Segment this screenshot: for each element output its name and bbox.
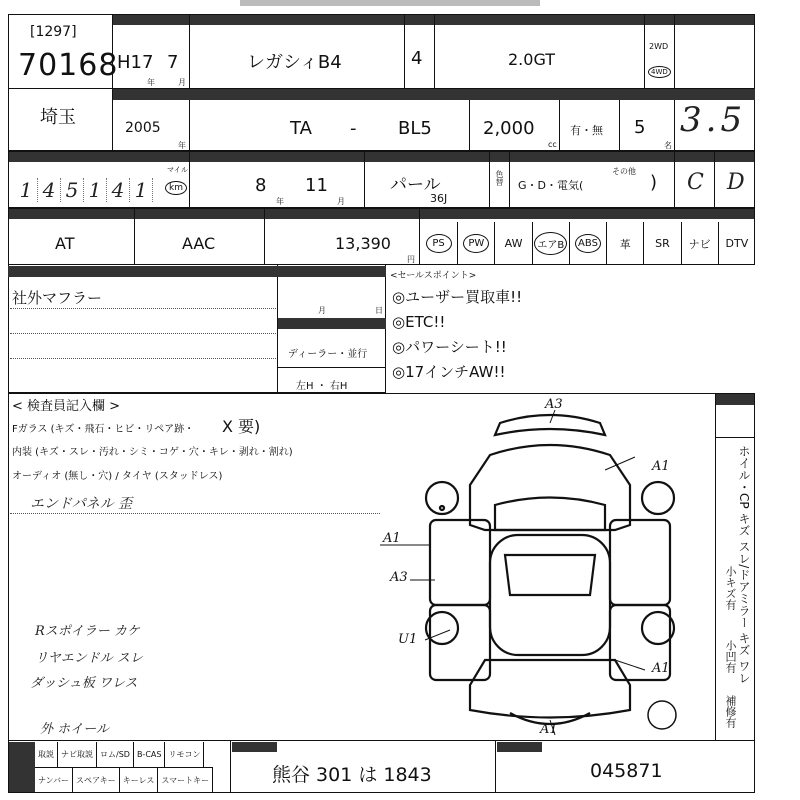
capacity: 5 [634, 117, 646, 138]
equipment-item [569, 222, 606, 265]
transmission: AT [55, 234, 75, 253]
equipment-label: PW [463, 234, 489, 253]
equipment-item [494, 222, 531, 265]
year-month: 7 [167, 52, 179, 73]
handwritten-note-3: リヤエンドル スレ [35, 651, 143, 666]
inspector-header: < 検査員記入欄 > [12, 399, 121, 414]
mileage-digit: 1 [15, 178, 38, 202]
interior-line: 内装 (キズ・スレ・汚れ・シミ・コゲ・穴・キレ・剥れ・割れ) [12, 447, 293, 458]
capacity-unit: 名 [664, 141, 672, 150]
side-note-1: 小キズ有 [724, 566, 737, 610]
footer-label-row [35, 742, 213, 768]
notes-text: 社外マフラー [12, 289, 103, 307]
first-reg-year: 2005 [125, 120, 161, 136]
audio-line: オーディオ (無し・穴) / タイヤ (スタッドレス) [12, 471, 223, 482]
equipment-item [420, 222, 457, 265]
score: 3.5 [680, 100, 747, 140]
mileage-digit: 1 [130, 178, 153, 202]
footer-label: キーレス [120, 768, 159, 793]
damage-mark: A1 [383, 531, 401, 546]
inspection-year-unit: 年 [276, 197, 284, 206]
footer-label: ナンバー [35, 768, 73, 793]
mileage-digit: 4 [107, 178, 130, 202]
footer-label-row [35, 768, 213, 793]
plate-header [232, 742, 277, 752]
score-box-top [675, 14, 755, 89]
import-label: ディーラー・並行 [288, 349, 368, 360]
sales-point: ◎ユーザー買取車!! [392, 288, 523, 306]
sales-point: ◎17インチAW!! [392, 363, 506, 381]
equipment-label: DTV [725, 237, 749, 250]
mileage-digit: 4 [38, 178, 61, 202]
glass-line: Fガラス (キズ・飛石・ヒビ・リペア跡・ [12, 424, 195, 435]
equipment-label: PS [426, 234, 452, 253]
drive-2wd: 2WD [649, 42, 669, 51]
footer-label: スペアキー [73, 768, 120, 793]
handwritten-note-5: 外 ホイール [40, 722, 109, 737]
inspector-line [10, 513, 380, 514]
date-box [278, 265, 386, 393]
mileage-unit-km [165, 181, 187, 195]
inspection-month-unit: 月 [337, 197, 345, 206]
equipment-item [606, 222, 643, 265]
date-header [278, 266, 386, 277]
sales-point: ◎ETC!! [392, 313, 446, 331]
footer-label: 取説 [35, 742, 58, 767]
damage-mark: A1 [540, 722, 558, 737]
sales-points [392, 285, 522, 385]
handle-label: 左H ・ 右H [296, 381, 348, 392]
color-code: 36J [430, 192, 448, 205]
doors: 4 [411, 48, 423, 69]
equipment-item [643, 222, 680, 265]
damage-mark: A1 [652, 661, 670, 676]
drive-4wd [648, 66, 671, 78]
notes-header [8, 266, 278, 277]
equipment-item [718, 222, 755, 265]
model-code: BL5 [398, 118, 432, 139]
chassis-header [497, 742, 542, 752]
date-divider [278, 367, 386, 368]
interior-grade: C [687, 170, 704, 195]
equipment-label: 革 [619, 237, 631, 251]
damage-mark: U1 [398, 632, 418, 647]
vertical-note: ホイル・CP キズ スレ/ドアミラー キズ ワレ [737, 445, 751, 684]
right-note-divider [715, 437, 755, 438]
grade: 2.0GT [508, 50, 556, 69]
mileage-digit: 1 [84, 178, 107, 202]
right-note-header [716, 394, 754, 405]
year-unit: 年 [147, 78, 155, 87]
sales-point-header: <セールスポイント> [390, 271, 477, 281]
inspection-month-year: 8 [255, 175, 267, 196]
fuel-other-label: その他 [612, 167, 636, 176]
first-reg-year-unit: 年 [178, 141, 186, 150]
lot-id: [1297] [30, 24, 77, 40]
handwritten-note-2: Rスポイラー カケ [35, 624, 140, 639]
footer-divider [230, 741, 231, 793]
footer-side-label [9, 742, 35, 792]
top-cut-strip [240, 0, 540, 6]
footer-label: スマートキー [158, 768, 213, 793]
equipment-item [532, 222, 569, 265]
equipment-label: エアB [534, 232, 567, 255]
cc-unit: cc [548, 140, 557, 149]
color-change: 色替 [495, 170, 504, 186]
mileage-digit: 5 [61, 178, 84, 202]
car-diagram [380, 395, 720, 740]
lot-number: 70168 [18, 48, 119, 83]
notes-line [10, 358, 276, 359]
header-strip-row2 [113, 89, 755, 100]
glass-mark: X 要) [222, 417, 261, 436]
month-unit: 月 [178, 78, 186, 87]
ac-option: 有・無 [570, 124, 603, 137]
footer-label: B-CAS [134, 742, 166, 767]
damage-mark: A3 [545, 397, 563, 412]
mileage-reading: 13,390 [335, 234, 391, 253]
sales-point: ◎パワーシート!! [392, 338, 507, 356]
aircon: AAC [182, 234, 216, 253]
equipment-label: AW [504, 237, 523, 250]
equipment-label: ABS [575, 234, 601, 253]
side-note-2: 小凹有 [724, 640, 737, 673]
model-prefix: TA [290, 118, 312, 139]
import-header [278, 318, 386, 329]
handwritten-note-4: ダッシュ板 ワレス [30, 676, 138, 691]
side-note-3: 補修有 [724, 695, 737, 728]
footer-labels [35, 742, 213, 793]
footer-label: リモコン [165, 742, 204, 767]
region: 埼玉 [40, 107, 76, 128]
notes-line [10, 308, 276, 309]
equipment-label: SR [655, 237, 670, 250]
km-circle: km [165, 181, 187, 195]
fuel-close: ) [650, 172, 658, 193]
damage-mark: A1 [652, 459, 670, 474]
damage-mark: A3 [390, 570, 408, 585]
date-month: 月 [318, 306, 326, 315]
date-day: 日 [375, 306, 383, 315]
mileage-unit-top: マイル [167, 166, 188, 174]
car-name: レガシィB4 [247, 52, 342, 73]
notes-line [10, 333, 276, 334]
chassis-number: 045871 [590, 760, 663, 782]
plate: 熊谷 301 は 1843 [272, 764, 432, 786]
mileage-digits [15, 178, 153, 202]
equipment-item [457, 222, 494, 265]
displacement: 2,000 [483, 118, 535, 139]
equipment-label: ナビ [688, 237, 711, 251]
yen-unit: 円 [407, 255, 415, 264]
drive-4wd-circle: 4WD [648, 66, 671, 78]
notes-box [8, 265, 278, 393]
color: パール [390, 175, 441, 195]
footer-label: ナビ取説 [58, 742, 97, 767]
fuel-options: G・D・電気( [518, 179, 584, 192]
footer-label: ロム/SD [97, 742, 134, 767]
year-era: H17 [117, 52, 154, 73]
exterior-grade: D [727, 170, 745, 195]
handwritten-note-1: エンドパネル 歪 [30, 496, 133, 512]
equipment-item [681, 222, 718, 265]
inspection-month: 11 [305, 175, 328, 196]
footer-divider-2 [495, 741, 496, 793]
model-dash: - [350, 118, 357, 139]
